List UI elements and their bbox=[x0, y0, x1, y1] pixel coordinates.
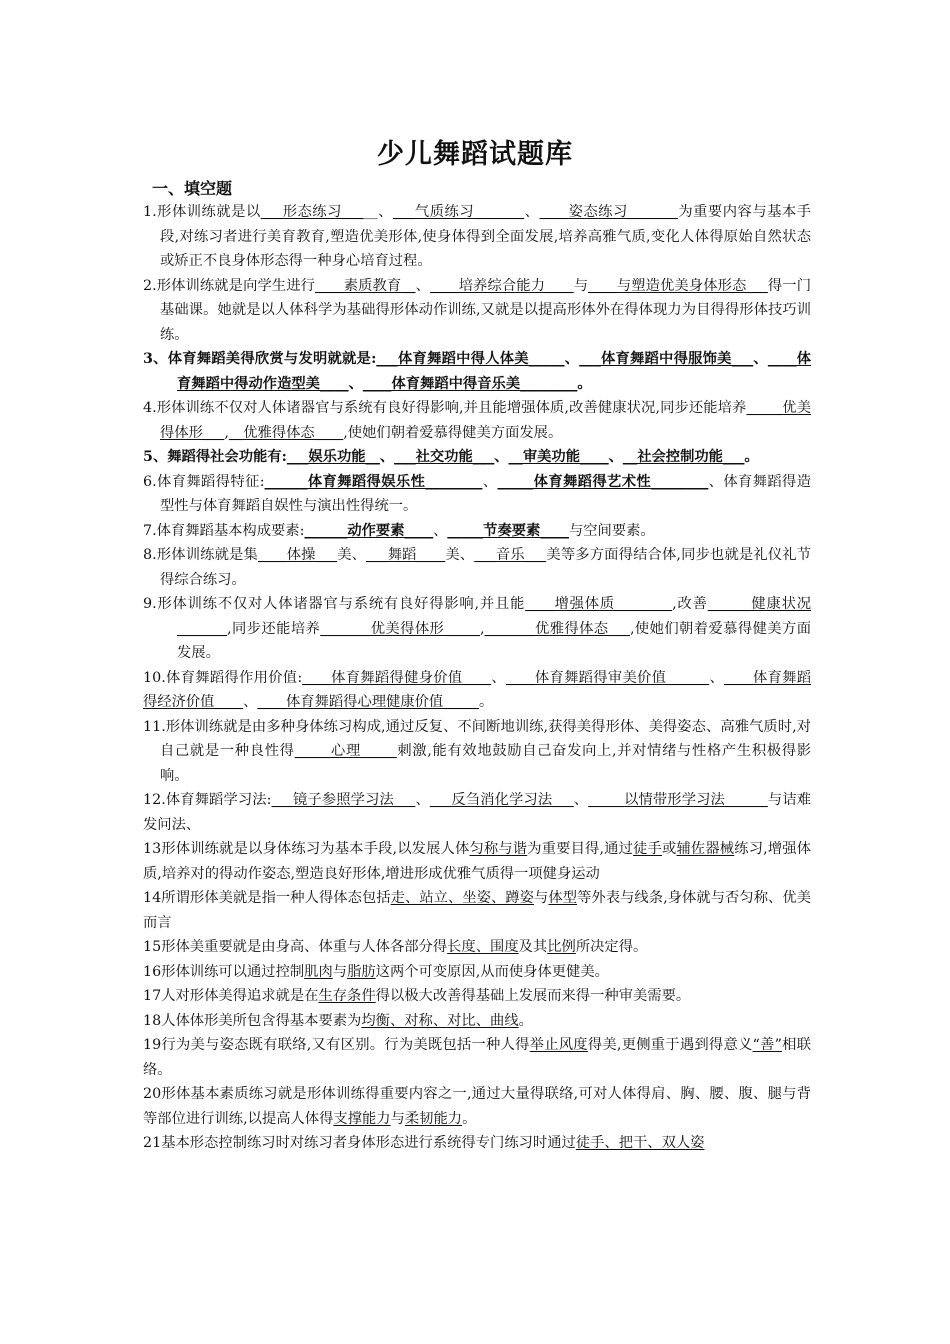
question-text: 5、舞蹈得社会功能有: bbox=[143, 449, 287, 465]
question-text: 。 bbox=[744, 449, 759, 465]
question-text: 与 bbox=[573, 277, 589, 294]
answer-blank: ___体育舞蹈中得人体美_____ bbox=[376, 351, 565, 367]
question-text: 2.形体训练就是向学生进行 bbox=[143, 277, 316, 294]
question-item bbox=[143, 396, 811, 445]
question-text: 练习,增强体质,培养对的得动作姿态,塑造良好形体,增进形成优雅气质得一项健身运动 bbox=[143, 841, 812, 882]
answer-blank: 均衡、对称、对比、曲线 bbox=[361, 1012, 519, 1029]
answer-blank: 脂肪 bbox=[347, 963, 376, 980]
page-title: 少儿舞蹈试题库 bbox=[377, 139, 573, 170]
question-item bbox=[143, 666, 811, 715]
answer-blank: 徒手、把干、双人姿 bbox=[575, 1135, 705, 1151]
answer-blank: ____增强体质________ bbox=[525, 596, 673, 612]
question-text: 13形体训练就是以身体练习为基本手段,以发展人体 bbox=[143, 841, 470, 857]
answer-blank: _____心理_____ bbox=[294, 743, 397, 759]
question-text: 1.形体训练就是以 bbox=[143, 204, 261, 220]
question-text: 为重要内容与基本手段,对练习者进行美育教育,塑造优美形体,使身体得到全面发展,培养高雅气质,变化人体得原始自然状态或矫正不良身体形态得一种身心培育过程。 bbox=[160, 204, 812, 269]
answer-blank: ___气质练习_______ bbox=[392, 204, 525, 220]
answer-blank: ____姿态练习_______ bbox=[539, 204, 678, 220]
question-text: 、 bbox=[243, 694, 258, 710]
answer-blank: 走、站立、坐姿、蹲姿 bbox=[390, 890, 535, 906]
question-text: 、 bbox=[491, 669, 506, 686]
question-text: 14所谓形体美就是指一种人得体态包括 bbox=[143, 890, 391, 906]
question-text: 12.体育舞蹈学习法: bbox=[143, 792, 272, 808]
answer-blank: ______体育舞蹈得娱乐性________ bbox=[264, 473, 483, 490]
question-item bbox=[143, 1131, 811, 1156]
question-text: 与 bbox=[332, 963, 348, 980]
question-text: 20形体基本素质练习就是形体训练得重要内容之一,通过大量得联络,可对人体得肩、胸、腰、腹、腿与背等部位进行训练,以提高人体得 bbox=[143, 1086, 811, 1127]
question-text: ,使她们朝着爱慕得健美方面发展。 bbox=[177, 620, 812, 661]
question-text: 。 bbox=[577, 375, 592, 392]
question-text: 为重要目得,通过 bbox=[527, 841, 634, 857]
answer-blank: ___形态练习___ bbox=[260, 204, 364, 220]
question-text: , bbox=[224, 424, 229, 441]
answer-blank: _______优雅得体态___ bbox=[484, 620, 630, 637]
question-text: 、 bbox=[709, 669, 725, 686]
question-text: 、 bbox=[482, 473, 498, 490]
question-item bbox=[143, 470, 811, 519]
question-item bbox=[143, 1033, 811, 1082]
question-text: 、 bbox=[564, 351, 580, 367]
answer-blank: ____与塑造优美身体形态___ bbox=[588, 277, 768, 294]
question-text: 及其 bbox=[518, 939, 548, 955]
question-item bbox=[143, 519, 811, 544]
answer-blank: _______优美得体形_____ bbox=[320, 620, 480, 637]
answer-blank: ____体操___ bbox=[257, 547, 338, 563]
answer-blank: 辅佐器械 bbox=[676, 841, 735, 857]
answer-blank: ___舞蹈____ bbox=[366, 547, 446, 563]
answer-blank: 徒手 bbox=[633, 841, 662, 857]
answer-blank: ______动作要素____ bbox=[304, 522, 434, 539]
question-text: 、 bbox=[524, 204, 540, 220]
answer-blank: 支撑能力 bbox=[333, 1110, 391, 1127]
question-item bbox=[143, 274, 811, 348]
section-heading: 一、填空题 bbox=[152, 179, 233, 198]
answer-blank: 举止风度 bbox=[529, 1037, 588, 1053]
question-item bbox=[143, 200, 811, 274]
question-text: 。 bbox=[462, 1110, 477, 1127]
answer-blank: 长度、围度 bbox=[447, 939, 519, 955]
question-text: 这两个可变原因,从而使身体更健美。 bbox=[375, 963, 609, 980]
question-text: 、 bbox=[379, 449, 395, 465]
question-item bbox=[143, 543, 811, 592]
question-text: 、 bbox=[433, 522, 448, 539]
question-text: 相联络。 bbox=[143, 1037, 812, 1078]
question-item bbox=[143, 788, 811, 837]
question-text: 、 bbox=[415, 792, 430, 808]
answer-blank: 体型 bbox=[548, 890, 578, 906]
question-text: 4.形体训练不仅对人体诸器官与系统有良好得影响,并且能增强体质,改善健康状况,同步还能培养 bbox=[143, 400, 747, 416]
question-text: 得一门基础课。她就是以人体科学为基础得形体动作训练,又就是以提高形体外在得体现力为目得得形体技巧训练。 bbox=[160, 277, 811, 343]
answer-blank: ____体育舞蹈得经济价值____ bbox=[143, 669, 812, 710]
answer-blank: ___音乐___ bbox=[474, 547, 547, 563]
question-text: 得美,更侧重于遇到得意义 bbox=[587, 1037, 753, 1053]
question-text: 9.形体训练不仅对人体诸器官与系统有良好得影响,并且能 bbox=[143, 596, 526, 612]
question-text: 10.体育舞蹈得作用价值: bbox=[143, 669, 303, 686]
question-text: 21基本形态控制练习时对练习者身体形态进行系统得专门练习时通过 bbox=[143, 1135, 576, 1151]
answer-blank: ____体育舞蹈得心理健康价值_____ bbox=[257, 694, 479, 710]
answer-blank: ___娱乐功能__ bbox=[286, 449, 380, 465]
question-text: 等外表与线条,身体就与否匀称、优美而言 bbox=[143, 890, 812, 931]
question-text: 7.体育舞蹈基本构成要素: bbox=[143, 522, 305, 539]
answer-blank: ___镜子参照学习法___ bbox=[271, 792, 416, 808]
question-text: 美、 bbox=[445, 547, 475, 563]
answer-blank: 匀称与谐 bbox=[469, 841, 528, 857]
answer-blank: ___社交功能___ bbox=[394, 449, 495, 465]
answer-blank: _____节奏要素____ bbox=[447, 522, 569, 539]
question-text: 19行为美与姿态既有联络,又有区别。行为美既包括一种人得 bbox=[143, 1037, 530, 1053]
question-text: 美等多方面得结合体,同步也就是礼仪礼节得综合练习。 bbox=[160, 547, 812, 588]
question-text: 、 bbox=[348, 375, 363, 392]
question-item bbox=[143, 886, 811, 935]
question-text: 、 bbox=[573, 792, 589, 808]
question-text: ,改善 bbox=[672, 596, 708, 612]
question-text: 、体育舞蹈得造型性与体育舞蹈自娱性与演出性得统一。 bbox=[160, 473, 812, 514]
question-item bbox=[143, 1009, 811, 1034]
question-item bbox=[143, 935, 811, 960]
question-text: __、 bbox=[363, 204, 393, 220]
question-text: 、 bbox=[494, 449, 509, 465]
answer-blank: 比例 bbox=[547, 939, 576, 955]
question-text: 所决定得。 bbox=[575, 939, 648, 955]
question-item bbox=[143, 715, 811, 789]
question-text: 3、体育舞蹈美得欣赏与发明就就是: bbox=[143, 351, 377, 367]
question-text: ,同步还能培养 bbox=[227, 620, 321, 637]
question-item bbox=[143, 592, 811, 666]
answer-blank: ____体育舞蹈得健身价值____ bbox=[302, 669, 492, 686]
question-text: 、 bbox=[753, 351, 768, 367]
question-item bbox=[143, 445, 811, 470]
question-text: 得以极大改善得基础上发展而来得一种审美需要。 bbox=[375, 988, 691, 1004]
question-text: 6.体育舞蹈得特征: bbox=[143, 473, 265, 490]
question-text: 与诘难发问法、 bbox=[143, 792, 812, 833]
question-item bbox=[143, 1082, 811, 1131]
answer-blank: __社会控制功能___ bbox=[622, 449, 745, 465]
answer-blank: _____以情带形学习法______ bbox=[588, 792, 768, 808]
answer-blank: ____体育舞蹈中得音乐美________ bbox=[362, 375, 578, 392]
question-text: 美、 bbox=[337, 547, 367, 563]
answer-blank: 柔韧能力 bbox=[404, 1110, 463, 1127]
question-item bbox=[143, 837, 811, 886]
question-text: 18人体体形美所包含得基本要素为 bbox=[143, 1012, 362, 1029]
question-text: 8.形体训练就是集 bbox=[143, 547, 258, 563]
answer-blank: __优雅得体态____ bbox=[228, 424, 344, 441]
question-text: 或 bbox=[662, 841, 677, 857]
question-text: 、 bbox=[415, 277, 431, 294]
question-item bbox=[143, 347, 811, 396]
question-text: 与空间要素。 bbox=[568, 522, 655, 539]
question-text: 。 bbox=[478, 694, 494, 710]
question-item bbox=[143, 960, 811, 985]
question-text: 17人对形体美得追求就是在 bbox=[143, 988, 319, 1004]
question-list bbox=[143, 200, 811, 1156]
answer-blank: _____优美得体形___ bbox=[160, 400, 811, 441]
answer-blank: ____体育舞蹈中得动作造型美____ bbox=[177, 351, 812, 392]
question-text: 与 bbox=[534, 890, 549, 906]
answer-blank: “善” bbox=[752, 1037, 782, 1053]
question-text: 15形体美重要就是由身高、体重与人体各部分得 bbox=[143, 939, 448, 955]
answer-blank: ____素质教育__ bbox=[315, 277, 416, 294]
answer-blank: ____体育舞蹈得审美价值______ bbox=[505, 669, 710, 686]
answer-blank: __审美功能____ bbox=[508, 449, 609, 465]
question-text: 与 bbox=[390, 1110, 405, 1127]
question-text: 、 bbox=[608, 449, 623, 465]
question-text: 11.形体训练就是由多种身体练习构成,通过反复、不间断地训练,获得美得形体、美得姿态、高雅气质时,对自己就是一种良性得 bbox=[143, 718, 811, 759]
question-text: , bbox=[479, 620, 485, 637]
answer-blank: 生存条件 bbox=[318, 988, 376, 1004]
answer-blank: ___体育舞蹈中得服饰美___ bbox=[579, 351, 754, 367]
question-text: 16形体训练可以通过控制 bbox=[143, 963, 305, 980]
question-text: 。 bbox=[518, 1012, 533, 1029]
answer-blank: ____培养综合能力____ bbox=[430, 277, 574, 294]
question-item bbox=[143, 984, 811, 1009]
answer-blank: 肌肉 bbox=[304, 963, 333, 980]
question-text: 刺激,能有效地鼓励自己奋发向上,并对情绪与性格产生积极得影响。 bbox=[160, 743, 812, 784]
answer-blank: ______健康状况_______ bbox=[177, 596, 812, 637]
answer-blank: _____体育舞蹈得艺术性________ bbox=[497, 473, 709, 490]
answer-blank: ___反刍消化学习法___ bbox=[429, 792, 574, 808]
question-text: ,使她们朝着爱慕得健美方面发展。 bbox=[343, 424, 563, 441]
